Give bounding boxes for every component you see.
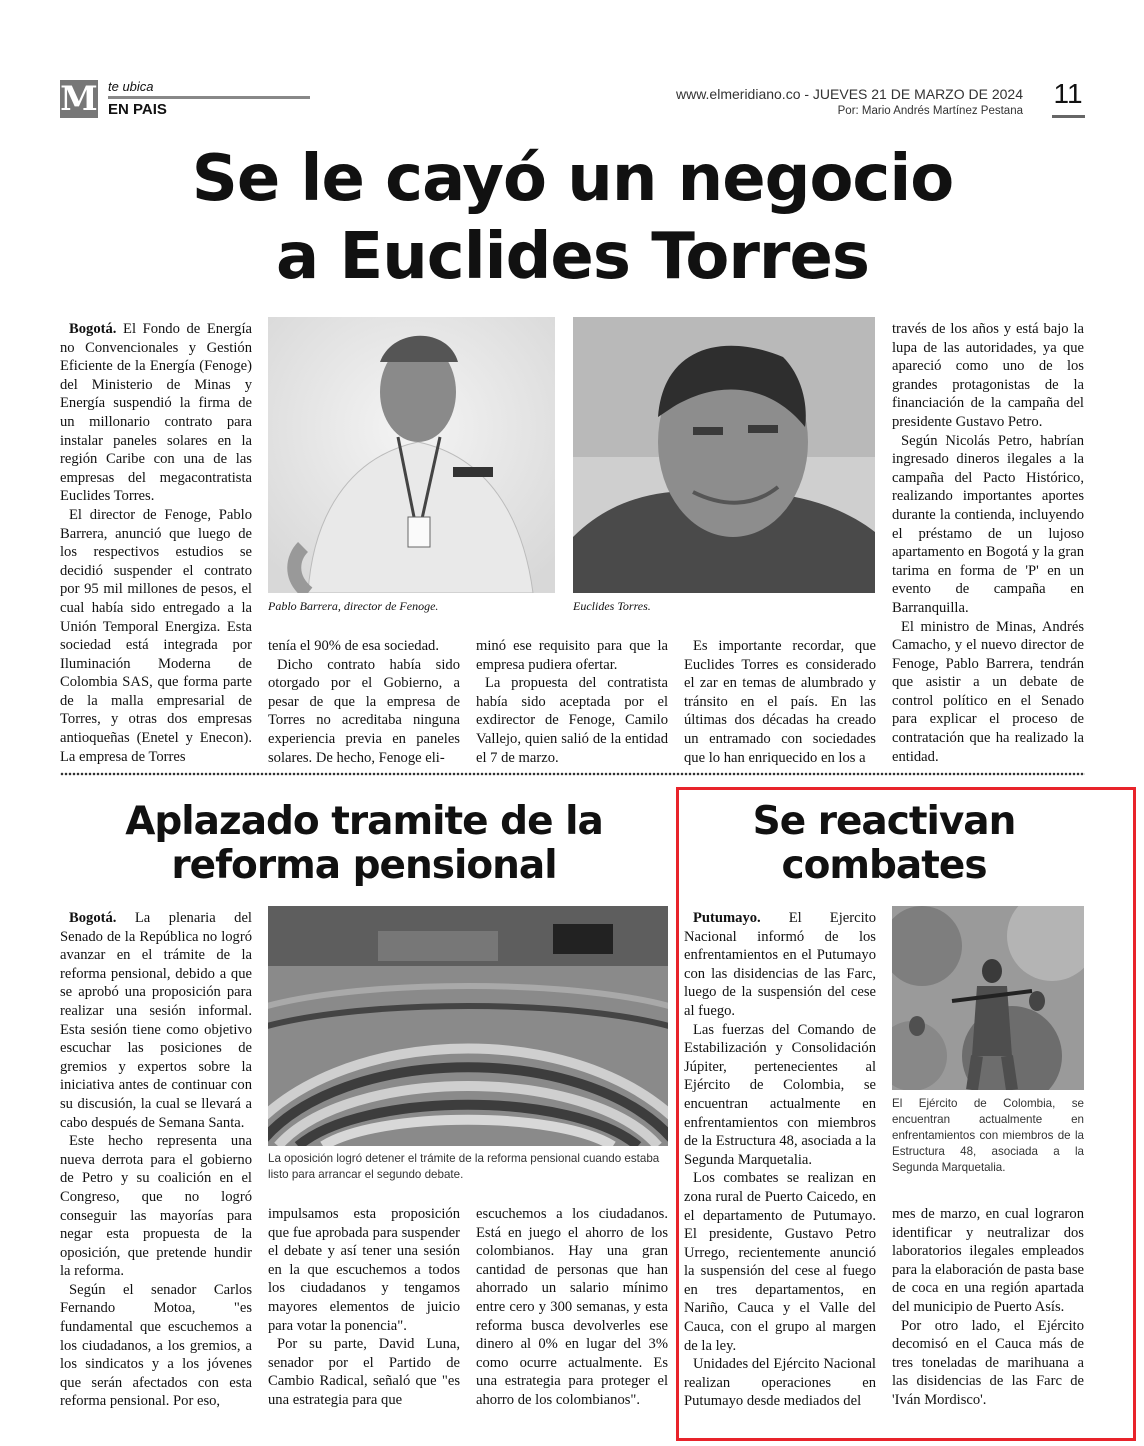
story2-column-2: impulsamos esta proposición que fue aprobada para suspender el debate y así tener una sesión en la que escuchemos a todos los ciudadanos y tengamos mayores elementos de juicio para votar la ponencia". Por su parte, David Luna, senador por el Partido de Cambio Radical, señaló que "es una estrategia para que [268, 1206, 460, 1408]
page-number-rule [1052, 115, 1085, 118]
photo-army-soldiers-caption: El Ejército de Colombia, se encuentran actualmente en enfrentamientos con miembros de la Estructura 48, asociada a la Segunda Marquetalia. [892, 1097, 1084, 1174]
story2-headline: Aplazado tramite de la reforma pensional [125, 799, 603, 888]
story1-column-2: tenía el 90% de esa sociedad. Dicho contrato había sido otorgado por el Gobierno, a pesar de que la empresa de Torres no acreditaba ninguna experiencia previa en paneles solares. De hecho, Fenoge eli- [268, 638, 460, 766]
story2-column-1: Bogotá. La plenaria del Senado de la República no logró avanzar en el trámite de la reforma pensional, debido a que se aprobó una proposición para realizar una sesión informal. Esta sesión tiene como objetivo escuchar las posiciones de gremios y expertos sobre la iniciativa antes de continuar con su discusión, la cual se llevará a cabo después de Semana Santa. Este hecho representa una nueva derrota para el gobierno de Petro y su coalición en el Congreso, que no logró conseguir las mayorías para negar esta propuesta de la oposición, que pretende hundir la reforma. Según el senador Carlos Fernando Motoa, "es fundamental que escuchemos a los ciudadanos, a los gremios, a los sindicatos y a los jóvenes que serán afectados con esta reforma pensional. Por eso, [60, 910, 252, 1410]
photo-euclides-torres-caption: Euclides Torres. [573, 599, 651, 613]
story1-column-1: Bogotá. El Fondo de Energía no Convencionales y Gestión Eficiente de la Energía (Fenoge) del Ministerio de Minas y Energía suspendió la firma de un millonario contrato para instalar paneles solares en la región Caribe con una de las empresas del megacontratista Euclides Torres. El director de Fenoge, Pablo Barrera, anunció que luego de los respectivos estudios se decidió suspender el contrato por 95 mil millones de pesos, el cual había sido entregado a la Unión Temporal Energiza. Esta sociedad está integrada por Iluminación Moderna de Colombia SAS, que forma parte de la malla empresarial de Torres, y otras dos empresas antioqueñas (Enetel y Enecon). La empresa de Torres [60, 321, 252, 765]
masthead-logo: M [60, 79, 98, 119]
section-separator [60, 772, 1085, 778]
photo-euclides-torres [573, 317, 875, 593]
photo-senate-plenary-caption: La oposición logró detener el trámite de la reforma pensional cuando estaba listo para arrancar el segundo debate. [268, 1152, 660, 1181]
section-kicker: te ubica [108, 79, 154, 94]
byline: Por: Mario Andrés Martínez Pestana [837, 105, 1023, 117]
site-date: www.elmeridiano.co - JUEVES 21 DE MARZO DE 2024 [675, 86, 1023, 102]
story3-column-1: Putumayo. El Ejercito Nacional informó de los enfrentamientos en el Putumayo con las disidencias de las Farc, luego de la suspensión del cese al fuego. Las fuerzas del Comando de Estabilización y Consolidación Júpiter, pertenecientes al Ejército de Colombia, se encuentran actualmente en enfrentamientos con miembros de la Estructura 48, asociada a la Segunda Marquetalia. Los combates se realizan en zona rural de Puerto Caicedo, en el departamento de Putumayo. El presidente, Gustavo Petro Urrego, recientemente anunció la suspensión del cese al fuego en tres departamentos, en Nariño, Cauca y el Valle del Cauca, con el grupo al margen de la ley. Unidades del Ejército Nacional realizan operaciones en Putumayo desde mediados del [684, 910, 876, 1410]
story1-headline: Se le cayó un negocio a Euclides Torres [191, 142, 954, 294]
story2-column-3: escuchemos a los ciudadanos. Está en juego el ahorro de los colombianos. Hay una gran cantidad de personas que han ahorrado un salario mínimo entre cero y 300 semanas, y esta reforma busca devolverles ese dinero al 0% en lugar del 3% como ocurre actualmente. Es una estrategia para proteger el ahorro de los colombianos". [476, 1206, 668, 1408]
section-rule [108, 96, 310, 99]
section-name: EN PAIS [108, 101, 167, 118]
photo-pablo-barrera [268, 317, 555, 593]
photo-pablo-barrera-caption: Pablo Barrera, director de Fenoge. [268, 599, 439, 613]
photo-senate-plenary [268, 906, 668, 1146]
page-number: 11 [1053, 78, 1083, 109]
story3-headline: Se reactivan combates [752, 799, 1016, 888]
photo-army-soldiers [892, 906, 1084, 1090]
story1-column-3: minó ese requisito para que la empresa pudiera ofertar. La propuesta del contratista había sido aceptada por el exdirector de Fenoge, Camilo Vallejo, quien salió de la entidad el 7 de marzo. [476, 638, 668, 766]
story1-column-4: Es importante recordar, que Euclides Torres es considerado el zar en temas de alumbrado y tránsito en el país. En las últimas dos décadas ha creado un entramado con sociedades que lo han enriquecido en los a [684, 638, 876, 766]
story1-column-5: través de los años y está bajo la lupa de las autoridades, ya que apareció como uno de los grandes protagonistas de la financiación de la campaña del presidente Gustavo Petro. Según Nicolás Petro, habrían ingresado dineros ilegales a la campaña del Pacto Histórico, realizando importantes aportes durante la contienda, incluyendo el préstamo de un lujoso apartamento en Bogotá y la gran tarima en forma de 'P' en un evento de campaña en Barranquilla. El ministro de Minas, Andrés Camacho, y el nuevo director de Fenoge, Pablo Barrera, tendrán que asistir a un debate de control político en el Senado para explicar el proceso de contratación que ha realizado la entidad. [892, 321, 1084, 765]
story3-column-2: mes de marzo, en cual lograron identificar y neutralizar dos laboratorios ilegales empleados para la elaboración de pasta base de coca en una región apartada del municipio de Puerto Asís. Por otro lado, el Ejército decomisó en el Cauca más de tres toneladas de marihuana a las disidencias de las Farc de 'Iván Mordisco'. [892, 1206, 1084, 1408]
